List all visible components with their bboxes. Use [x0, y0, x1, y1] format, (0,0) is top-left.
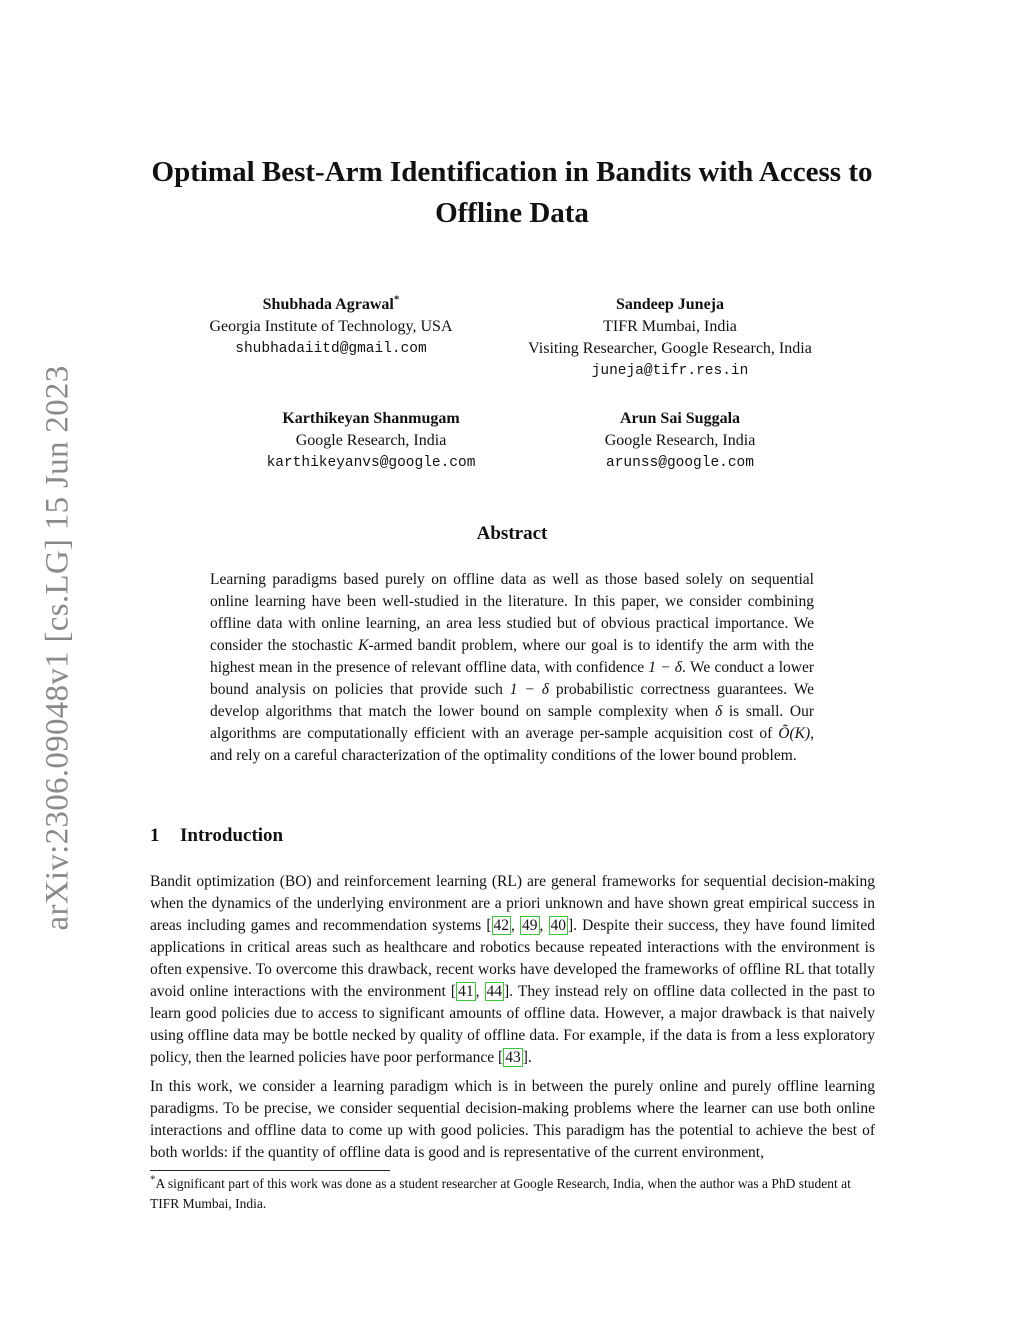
- author-affiliation: Georgia Institute of Technology, USA: [209, 318, 453, 335]
- author-email[interactable]: shubhadaiitd@gmail.com: [235, 341, 427, 357]
- footnote-marker: *: [150, 1173, 156, 1186]
- paper-title: Optimal Best-Arm Identification in Bandits with Access to Offline Data: [151, 156, 873, 229]
- author-name: Karthikeyan Shanmugam: [282, 410, 460, 427]
- author-affiliation: Google Research, India: [604, 432, 756, 449]
- citation-link[interactable]: 41: [458, 983, 474, 1000]
- author-affiliation-secondary: Visiting Researcher, Google Research, India: [528, 340, 812, 357]
- paragraph: Bandit optimization (BO) and reinforcement learning (RL) are general frameworks for sequential decision-making when the dynamics of the underlying environment are a priori unknown and have shown great empirical success in areas including games and recommendation systems [ 42 , 49 , 40 ]. Despite their success, they have found limited applications in critical areas such as healthcare and robotics because repeated interactions with the environment is often expensive. To overcome this drawback, recent works have developed the frameworks of offline RL that totally avoid online interactions with the environment [ 41 , 44 ]. They instead rely on offline data collected in the past to learn good policies due to access to significant amounts of offline data. However, a major drawback is that naively using offline data may be bottle necked by quality of offline data. For example, if the data is from a less exploratory policy, then the learned policies have poor performance [ 43 ].: [150, 873, 876, 1066]
- author-affiliation: TIFR Mumbai, India: [603, 318, 737, 335]
- citation-link[interactable]: 43: [505, 1049, 521, 1066]
- author-email[interactable]: arunss@google.com: [606, 455, 754, 471]
- footnote-divider: [150, 1170, 390, 1171]
- arxiv-identifier: arXiv:2306.09048v1 [cs.LG] 15 Jun 2023: [39, 365, 76, 931]
- author-email[interactable]: juneja@tifr.res.in: [591, 363, 749, 379]
- author-name: Sandeep Juneja: [615, 296, 725, 313]
- citation-link[interactable]: 42: [493, 917, 509, 934]
- math-confidence: 1 − δ: [648, 659, 683, 676]
- author-block: [530, 408, 830, 474]
- footnote-marker[interactable]: *: [393, 293, 400, 306]
- math-confidence: 1 − δ: [509, 681, 550, 698]
- abstract-body: Learning paradigms based purely on offline data as well as those based solely on sequential online learning have been well-studied in the literature. In this paper, we consider combining offline data with online learning, an area less studied but of obvious practical importance. We consider the stochastic K-armed bandit problem, where our goal is to identify the arm with the highest mean in the presence of relevant offline data, with confidence 1 − δ. We conduct a lower bound analysis on policies that provide such 1 − δ probabilistic correctness guarantees. We develop algorithms that match the lower bound on sample complexity when δ is small. Our algorithms are computationally efficient with an average per-sample acquisition cost of Õ(K), and rely on a careful characterization of the optimality conditions of the lower bound problem.: [210, 571, 814, 764]
- citation-link[interactable]: 40: [550, 917, 566, 934]
- section-number: 1: [150, 825, 160, 846]
- abstract-heading: Abstract: [476, 523, 548, 544]
- author-affiliation: Google Research, India: [295, 432, 447, 449]
- math-delta: δ: [715, 703, 723, 720]
- section-heading: [150, 825, 283, 847]
- section-title: Introduction: [180, 825, 284, 846]
- author-block: [181, 294, 481, 360]
- author-block: [500, 294, 840, 382]
- citation-link[interactable]: 44: [486, 983, 503, 1000]
- footnote: *A significant part of this work was done as a student researcher at Google Research, India, when the author was a PhD student at TIFR Mumbai, India.: [150, 1173, 851, 1211]
- author-email[interactable]: karthikeyanvs@google.com: [266, 455, 476, 471]
- author-name: Shubhada Agrawal*: [262, 293, 400, 313]
- citation-link[interactable]: 49: [522, 917, 538, 934]
- author-name: Arun Sai Suggala: [619, 410, 741, 427]
- math-k: K: [358, 637, 369, 654]
- paragraph: In this work, we consider a learning paradigm which is in between the purely online and purely offline learning paradigms. To be precise, we consider sequential decision-making problems where the learner can use both online interactions and offline data to come up with good policies. This paradigm has the potential to achieve the best of both worlds: if the quantity of offline data is good and is representative of the current environment,: [150, 1078, 875, 1161]
- author-block: [221, 408, 521, 474]
- math-cost: Õ(K): [778, 725, 811, 742]
